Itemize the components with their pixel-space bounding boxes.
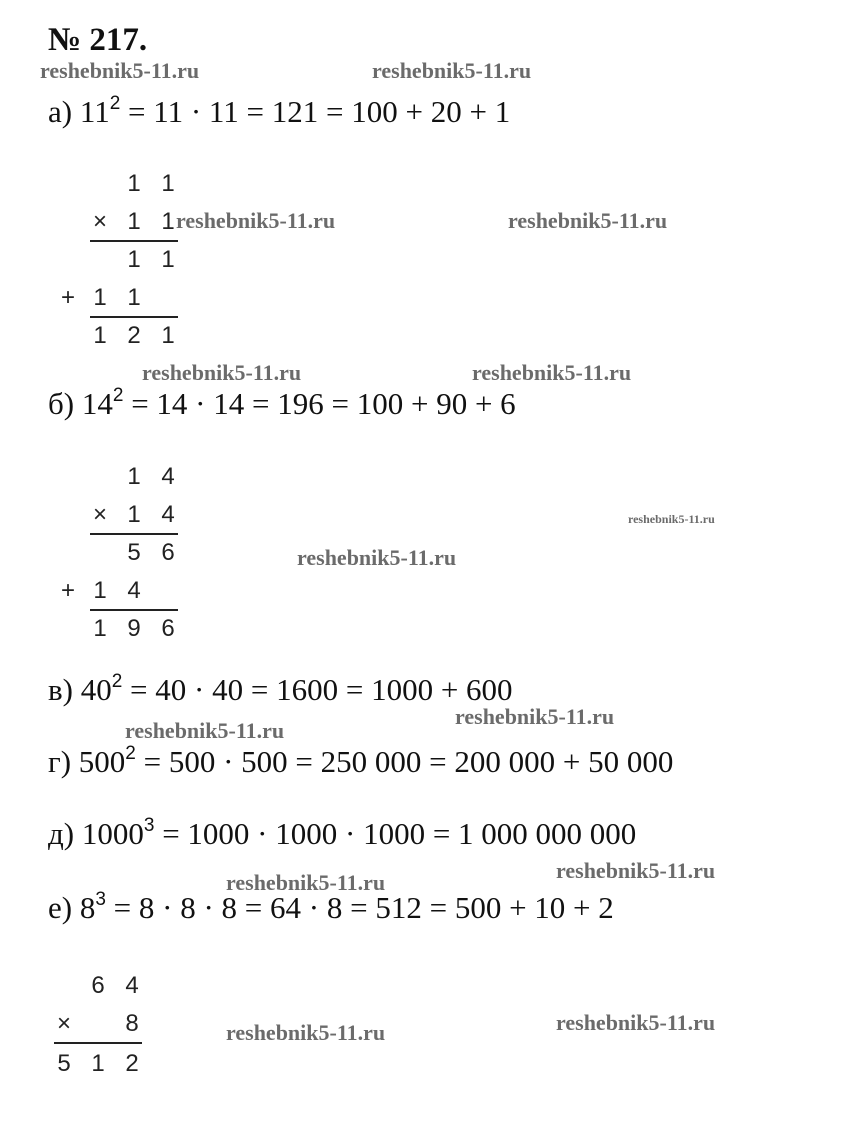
watermark: reshebnik5-11.ru <box>226 1020 386 1045</box>
equation-rest: = 8 · 8 · 8 = 64 · 8 = 512 = 500 + 10 + 2 <box>105 890 614 925</box>
plus-sign: + <box>60 284 75 311</box>
equation-base: 11 <box>79 94 110 129</box>
digit: 1 <box>93 615 107 642</box>
column-multiplication-a <box>50 166 190 356</box>
equation-base: 8 <box>79 890 96 925</box>
watermark: reshebnik5-11.ru <box>556 1010 716 1035</box>
digit: 4 <box>127 577 141 604</box>
equation-label: в) <box>48 672 73 707</box>
problem-number: № 217. <box>48 22 148 58</box>
equation-rest: = 11 · 11 = 121 = 100 + 20 + 1 <box>120 94 511 129</box>
equation-exponent: 3 <box>143 815 155 836</box>
digit: 1 <box>127 208 141 235</box>
equation-d <box>48 816 636 852</box>
digit: 9 <box>127 615 141 642</box>
digit: 2 <box>127 322 141 349</box>
digit: 6 <box>161 539 175 566</box>
digit: 1 <box>91 1050 105 1077</box>
equation-exponent: 2 <box>112 385 124 406</box>
column-multiplication-b <box>50 459 190 649</box>
equation-rest: = 1000 · 1000 · 1000 = 1 000 000 000 <box>154 816 637 851</box>
equation-label: а) <box>48 94 73 129</box>
plus-sign: + <box>60 577 75 604</box>
equation-exponent: 3 <box>95 889 106 910</box>
digit: 1 <box>93 284 107 311</box>
digit: 1 <box>127 501 141 528</box>
equation-b <box>48 386 516 422</box>
digit: 1 <box>93 577 107 604</box>
watermark: reshebnik5-11.ru <box>297 545 457 570</box>
digit: 1 <box>93 322 107 349</box>
watermark: reshebnik5-11.ru <box>628 512 715 526</box>
watermark: reshebnik5-11.ru <box>226 870 386 895</box>
digit: 1 <box>127 284 141 311</box>
multiply-sign: × <box>92 501 107 528</box>
digit: 1 <box>161 246 175 273</box>
multiply-sign: × <box>56 1010 71 1037</box>
digit: 4 <box>161 501 175 528</box>
equation-g <box>48 744 673 780</box>
digit: 1 <box>127 170 141 197</box>
equation-base: 1000 <box>81 816 144 851</box>
equation-e <box>48 890 614 926</box>
equation-label: г) <box>48 744 72 779</box>
equation-exponent: 2 <box>109 93 121 114</box>
digit: 1 <box>127 463 141 490</box>
digit: 6 <box>161 615 175 642</box>
watermark: reshebnik5-11.ru <box>176 208 336 233</box>
watermark: reshebnik5-11.ru <box>455 704 615 729</box>
watermark: reshebnik5-11.ru <box>372 58 532 83</box>
underline <box>54 1042 142 1044</box>
equation-label: е) <box>48 890 73 925</box>
equation-rest: = 40 · 40 = 1600 = 1000 + 600 <box>122 672 513 707</box>
equation-label: д) <box>48 816 75 851</box>
digit: 6 <box>91 972 105 999</box>
digit: 4 <box>125 972 139 999</box>
equation-exponent: 2 <box>111 671 123 692</box>
equation-base: 14 <box>81 386 113 421</box>
equation-rest: = 500 · 500 = 250 000 = 200 000 + 50 000 <box>135 744 674 779</box>
digit: 1 <box>161 170 175 197</box>
digit: 1 <box>161 208 175 235</box>
digit: 5 <box>127 539 141 566</box>
digit: 4 <box>161 463 175 490</box>
multiply-sign: × <box>92 208 107 235</box>
digit: 1 <box>127 246 141 273</box>
equation-label: б) <box>48 386 75 421</box>
equation-rest: = 14 · 14 = 196 = 100 + 90 + 6 <box>123 386 516 421</box>
watermark: reshebnik5-11.ru <box>508 208 668 233</box>
equation-base: 40 <box>80 672 112 707</box>
watermark: reshebnik5-11.ru <box>472 360 632 385</box>
watermark: reshebnik5-11.ru <box>40 58 200 83</box>
watermark: reshebnik5-11.ru <box>556 858 716 883</box>
digit: 2 <box>125 1050 139 1077</box>
equation-exponent: 2 <box>125 743 136 764</box>
equation-base: 500 <box>78 744 126 779</box>
digit: 8 <box>125 1010 139 1037</box>
digit: 1 <box>161 322 175 349</box>
digit: 5 <box>57 1050 71 1077</box>
watermark: reshebnik5-11.ru <box>125 718 285 743</box>
equation-a <box>48 94 510 130</box>
watermark: reshebnik5-11.ru <box>142 360 302 385</box>
equation-v <box>48 672 513 708</box>
column-multiplication-e <box>48 968 188 1088</box>
